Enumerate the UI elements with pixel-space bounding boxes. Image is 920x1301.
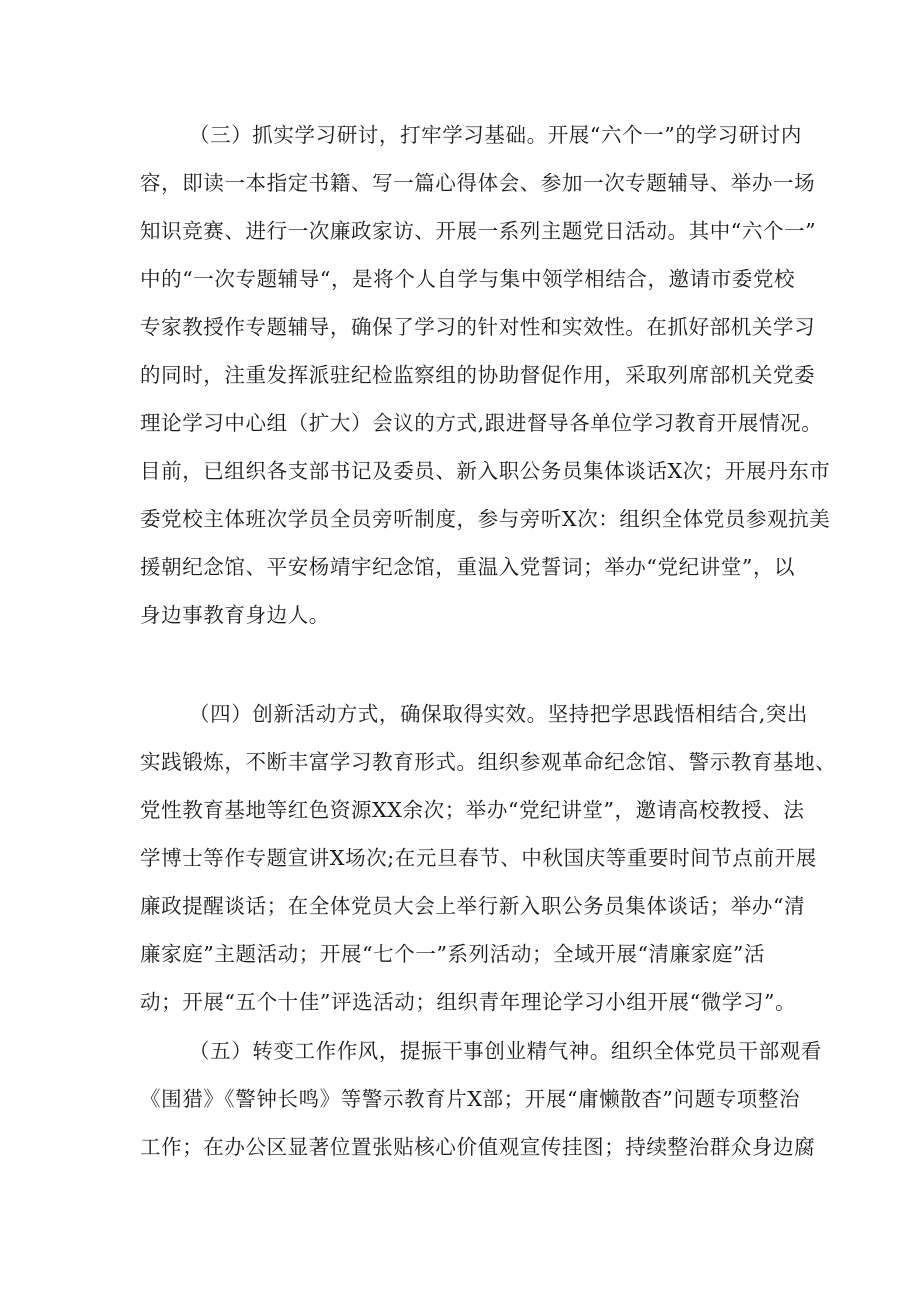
text-line: 学博士等作专题宣讲X场次;在元旦春节、中秋国庆等重要时间节点前开展 (140, 846, 817, 870)
text-line: 动；开展“五个十佳”评选活动；组织青年理论学习小组开展“微学习”。 (140, 990, 797, 1014)
text-line: 知识竞赛、进行一次廉政家访、开展一系列主题党日活动。其中“六个一” (140, 219, 817, 243)
text-line: 中的“一次专题辅导“，是将个人自学与集中领学相结合，邀请市委党校 (140, 267, 796, 291)
text-line: 实践锻炼，不断丰富学习教育形式。组织参观革命纪念馆、警示教育基地、 (140, 750, 837, 774)
text-line: 委党校主体班次学员全员旁听制度，参与旁听X次：组织全体党员参观抗美 (140, 507, 831, 531)
text-line: 专家教授作专题辅导，确保了学习的针对性和实效性。在抓好部机关学习 (140, 315, 816, 339)
text-line: 的同时，注重发挥派驻纪检监察组的协助督促作用，采取列席部机关党委 (140, 363, 816, 387)
text-line: 《围猎》《警钟长鸣》等警示教育片X部；开展“庸懒散杳”问题专项整治 (140, 1087, 801, 1111)
section-5-paragraph (140, 1027, 822, 1171)
text-line: 援朝纪念馆、平安杨靖宇纪念馆，重温入党誓词；举办“党纪讲堂”，以 (140, 555, 796, 579)
text-line: 廉政提醒谈话；在全体党员大会上举行新入职公务员集体谈话；举办“清 (140, 894, 806, 918)
text-line: 身边事教育身边人。 (140, 603, 330, 627)
text-line: （五）转变工作作风，提振干事创业精气神。组织全体党员干部观看 (189, 1039, 822, 1063)
section-4-paragraph (140, 690, 837, 1026)
text-line: 党性教育基地等红色资源XX余次；举办“党纪讲堂”，邀请高校教授、法 (140, 798, 805, 822)
text-line: 理论学习中心组（扩大）会议的方式,跟进督导各单位学习教育开展情况。 (140, 411, 823, 435)
text-line: 工作；在办公区显著位置张贴核心价值观宣传挂图；持续整治群众身边腐 (140, 1135, 816, 1159)
text-line: 目前，已组织各支部书记及委员、新入职公务员集体谈话X次；开展丹东市 (140, 459, 831, 483)
section-3-paragraph (140, 111, 831, 639)
text-line: （三）抓实学习研讨，打牢学习基础。开展“六个一”的学习研讨内 (189, 123, 802, 147)
text-line: 廉家庭”主题活动；开展“七个一”系列活动；全域开展“清廉家庭”活 (140, 942, 766, 966)
text-line: 容，即读一本指定书籍、写一篇心得体会、参加一次专题辅导、举办一场 (140, 171, 816, 195)
text-line: （四）创新活动方式，确保取得实效。坚持把学思践悟相结合,突出 (189, 702, 809, 726)
